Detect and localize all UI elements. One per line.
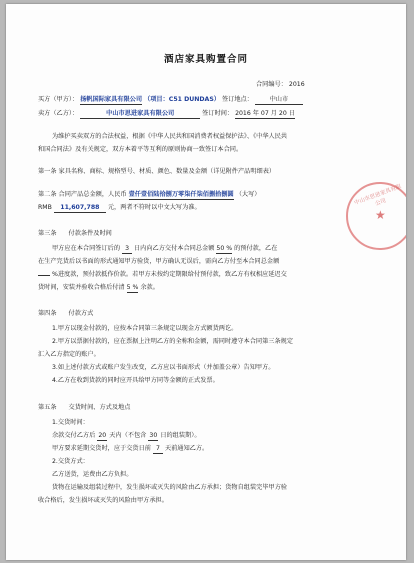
article-5-line-3 [52,445,208,454]
article-1-label: 第一条 [38,168,57,175]
party-a-project: （项目：C51 DUNDAS） [144,96,220,103]
amount-in-figures: 11,607,788 [54,204,106,213]
article-2-label: 第二条 [38,191,57,198]
amount-words-note: （大写） [235,191,261,198]
article-3-line-2: 在生产完货后以书面的形式通知甲方验货，甲方确认无误后，需向乙方付至本合同总金额 [38,258,280,265]
progress-percent [38,275,50,276]
article-3-line-3 [38,271,287,279]
text-fragment: 甲方应在本合同签订后的 [52,245,121,252]
text-fragment: 日的组装期）。 [160,432,201,439]
company-seal [346,182,406,250]
article-3-title: 付款条件及时间 [68,230,112,237]
party-a-name: 扬帆国际家具有限公司 [80,96,143,103]
text-fragment: 余款交付乙方后 [52,432,96,439]
text-fragment: 的预付款，乙在 [234,245,278,252]
article-5-label: 第五条 [38,404,57,411]
article-3-heading [38,230,112,238]
article-4-title: 付款方式 [68,310,94,317]
delivery-days: 20 [98,432,107,439]
article-5-heading [38,404,130,412]
article-4-line-1: 1.甲方以现金付款的，应按本合同第三条规定以现金方式额货两讫。 [52,325,238,332]
contract-page [6,4,406,560]
sign-date-label: 签订时间： [202,110,234,117]
sign-date-value: 2016 年 07 月 20 日 [235,110,295,117]
assembly-days: 30 [149,432,158,439]
article-4-label: 第四条 [38,310,57,317]
contract-number [256,81,305,89]
party-b-line [38,110,295,119]
prepay-days: 3 [122,245,132,254]
article-2-line-1 [38,191,260,200]
article-4-line-2: 2.甲方以票据付款的，应在票据上注明乙方的全称和金额，需同时遵守本合同第三条规定 [52,338,294,345]
sign-place-value: 中山市 [255,96,303,105]
intro-line-1: 为维护买卖双方的合法权益，根据《中华人民共和国消费者权益保护法》、《中华人民共 [52,133,288,140]
text-fragment: 日内向乙方交付本合同总金额 [134,245,215,252]
article-5-line-1: 1.交货时间： [52,419,89,426]
article-3-line-4 [38,284,159,293]
article-5-line-7: 收合格后，发生损坏或灭失的风险由甲方承担。 [38,497,168,504]
contract-number-value: 2016 [288,81,305,88]
sign-place-label: 签订地点： [221,96,253,103]
article-2-rest: 元，两者不符时以中文大写为准。 [107,204,201,211]
article-5-line-2 [52,432,201,441]
article-3-line-1 [52,245,277,254]
text-fragment: 甲方要求延期交货时，应于交货日前 [52,445,151,452]
amount-in-words: 壹仟壹佰陆拾捌万零柒仟柒佰捌拾捌圆 [128,191,234,198]
text-fragment: 货时间，安装并验收合格后付清 [38,284,125,291]
article-4-line-4: 3.如上述付款方式或账户发生改变，乙方应以书面形式（并加盖公章）告知甲方。 [52,364,275,371]
star-icon: ★ [375,208,386,222]
seal-text: 中山市思进家具有限公司 [353,183,403,208]
party-a-line [38,96,303,105]
contract-number-label: 合同编号： [256,81,287,88]
prepay-percent: 50 % [216,245,233,252]
article-2-line-2 [38,204,201,213]
text-fragment: %进度款，预付款抵作价款。若甲方未按约定期限给付预付款，致乙方有权相应延迟交 [51,271,287,278]
article-1-text: 家具名称、商标、规格型号、材质、颜色、数量及金额（详见附件产品明细表） [58,168,276,175]
contract-title: 酒店家具购置合同 [163,54,248,65]
article-4-line-5: 4.乙方在收到货款的同时应开具给甲方同等金额的正式发票。 [52,377,219,384]
text-fragment: 天前通知乙方。 [164,445,209,452]
article-5-line-5: 乙方送货，运费由乙方负担。 [52,471,133,478]
text-fragment: 天内（不包含 [109,432,147,439]
rmb-label: RMB [38,204,52,211]
article-5-line-6: 货物在运输及组装过程中，发生损坏或灭失的风险由乙方承担；货物自组装完毕甲方验 [52,484,288,491]
intro-line-2: 和国合同法》及有关规定，双方本着平等互利的原则协商一致签订本合同。 [38,146,243,153]
article-5-line-4: 2.交货方式： [52,458,89,465]
article-2-text: 合同产品总金额，人民币 [58,191,127,198]
article-4-line-3: 汇入乙方指定的账户。 [38,351,100,358]
notice-days: 7 [153,445,163,454]
party-b-label: 卖方（乙方）： [38,110,79,117]
article-3-label: 第三条 [38,230,57,237]
final-percent: 5 % [126,284,139,291]
party-a-label: 买方（甲方）： [38,96,79,103]
article-5-title: 交货时间、方式及地点 [68,404,131,411]
article-1 [38,168,275,176]
party-b-name: 中山市思进家具有限公司 [80,110,200,119]
text-fragment: 余款。 [140,284,159,291]
article-4-heading [38,310,93,318]
